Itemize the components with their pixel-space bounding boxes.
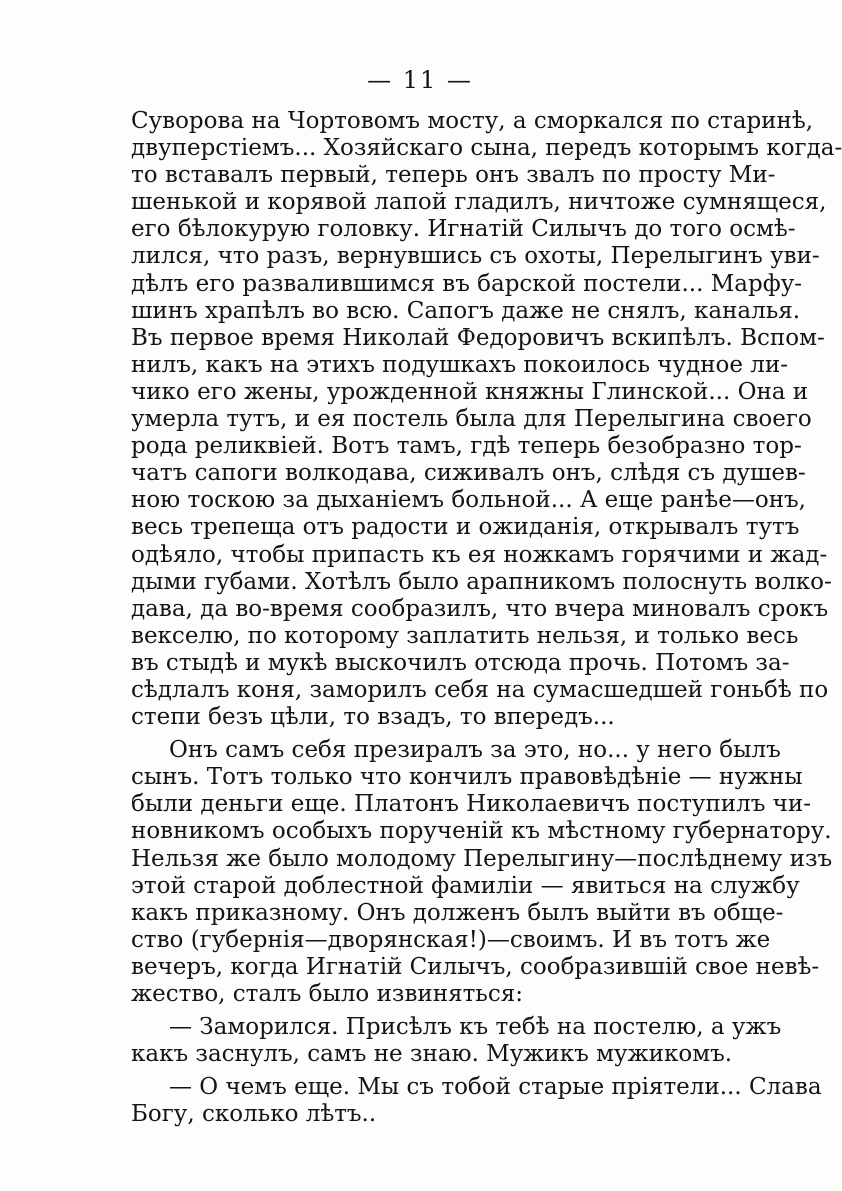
text-line: ною тоскою за дыханіемъ больной... А еще ранѣе—онъ,	[131, 487, 806, 514]
text-line: Нельзя же было молодому Перелыгину—послѣднему изъ	[131, 845, 833, 872]
text-line: были деньги еще. Платонъ Николаевичъ поступилъ чи-	[131, 791, 811, 818]
text-line: дѣлъ его развалившимся въ барской постели... Марфу-	[131, 270, 803, 297]
text-line: дыми губами. Хотѣлъ было арапникомъ полоснуть волко-	[131, 568, 832, 595]
text-line: этой старой доблестной фамиліи — явиться на службу	[131, 872, 800, 899]
text-line: Онъ самъ себя презиралъ за это, но... у него былъ	[169, 737, 781, 764]
text-line: его бѣлокурую головку. Игнатій Силычъ до того осмѣ-	[131, 216, 796, 243]
text-line: рода реликвіей. Вотъ тамъ, гдѣ теперь безобразно тор-	[131, 433, 802, 460]
text-line: Въ первое время Николай Федоровичъ вскипѣлъ. Вспом-	[131, 324, 825, 351]
text-line: степи безъ цѣли, то взадъ, то впередъ...	[131, 704, 615, 731]
text-line: — Заморился. Присѣлъ къ тебѣ на постелю, а ужъ	[169, 1014, 782, 1041]
text-line: весь трепеща отъ радости и ожиданія, открывалъ тутъ	[131, 514, 800, 541]
body-text	[131, 108, 842, 1128]
text-line: Суворова на Чортовомъ мосту, а сморкался по старинѣ,	[131, 108, 814, 134]
paragraph-3	[131, 1014, 782, 1068]
text-line: лился, что разъ, вернувшись съ охоты, Перелыгинъ уви-	[131, 243, 820, 270]
text-line: векселю, по которому заплатить нельзя, и только весь	[131, 622, 799, 649]
text-line: шинъ храпѣлъ во всю. Сапогъ даже не снялъ, каналья.	[131, 297, 801, 324]
paragraph-1	[131, 108, 842, 731]
text-line: двуперстіемъ... Хозяйскаго сына, передъ которымъ когда-	[131, 135, 842, 162]
text-line: какъ заснулъ, самъ не знаю. Мужикъ мужикомъ.	[131, 1041, 733, 1068]
text-line: сынъ. Тотъ только что кончилъ правовѣдѣніе — нужны	[131, 764, 803, 791]
text-line: чатъ сапоги волкодава, сиживалъ онъ, слѣдя съ душев-	[131, 460, 806, 487]
text-line: новникомъ особыхъ порученій къ мѣстному губернатору.	[131, 818, 832, 845]
text-line: дава, да во-время сообразилъ, что вчера миновалъ срокъ	[131, 595, 829, 622]
text-line: — О чемъ еще. Мы съ тобой старые пріятели... Слава	[169, 1074, 822, 1101]
text-line: одѣяло, чтобы припасть къ ея ножкамъ горячими и жад-	[131, 541, 828, 568]
text-line: Богу, сколько лѣтъ..	[131, 1101, 377, 1128]
page-number: — 11 —	[367, 66, 473, 94]
paragraph-2	[131, 737, 833, 1008]
text-line: то вставалъ первый, теперь онъ звалъ по просту Ми-	[131, 162, 776, 189]
text-line: умерла тутъ, и ея постель была для Перелыгина своего	[131, 406, 812, 433]
text-line: чико его жены, урожденной княжны Глинской... Она и	[131, 378, 809, 405]
text-line: какъ приказному. Онъ долженъ былъ выйти въ обще-	[131, 899, 784, 926]
text-line: въ стыдѣ и мукѣ выскочилъ отсюда прочь. Потомъ за-	[131, 649, 790, 676]
text-line: шенькой и корявой лапой гладилъ, ничтоже сумнящеся,	[131, 189, 827, 216]
text-line: сѣдлалъ коня, заморилъ себя на сумасшедшей гоньбѣ по	[131, 676, 829, 703]
text-line: ство (губернія—дворянская!)—своимъ. И въ тотъ же	[131, 926, 771, 953]
text-line: жество, сталъ было извиняться:	[131, 981, 523, 1007]
text-line: нилъ, какъ на этихъ подушкахъ покоилось чудное ли-	[131, 351, 789, 378]
text-line: вечеръ, когда Игнатій Силычъ, сообразившій свое невѣ-	[131, 953, 820, 980]
paragraph-4	[131, 1074, 822, 1128]
